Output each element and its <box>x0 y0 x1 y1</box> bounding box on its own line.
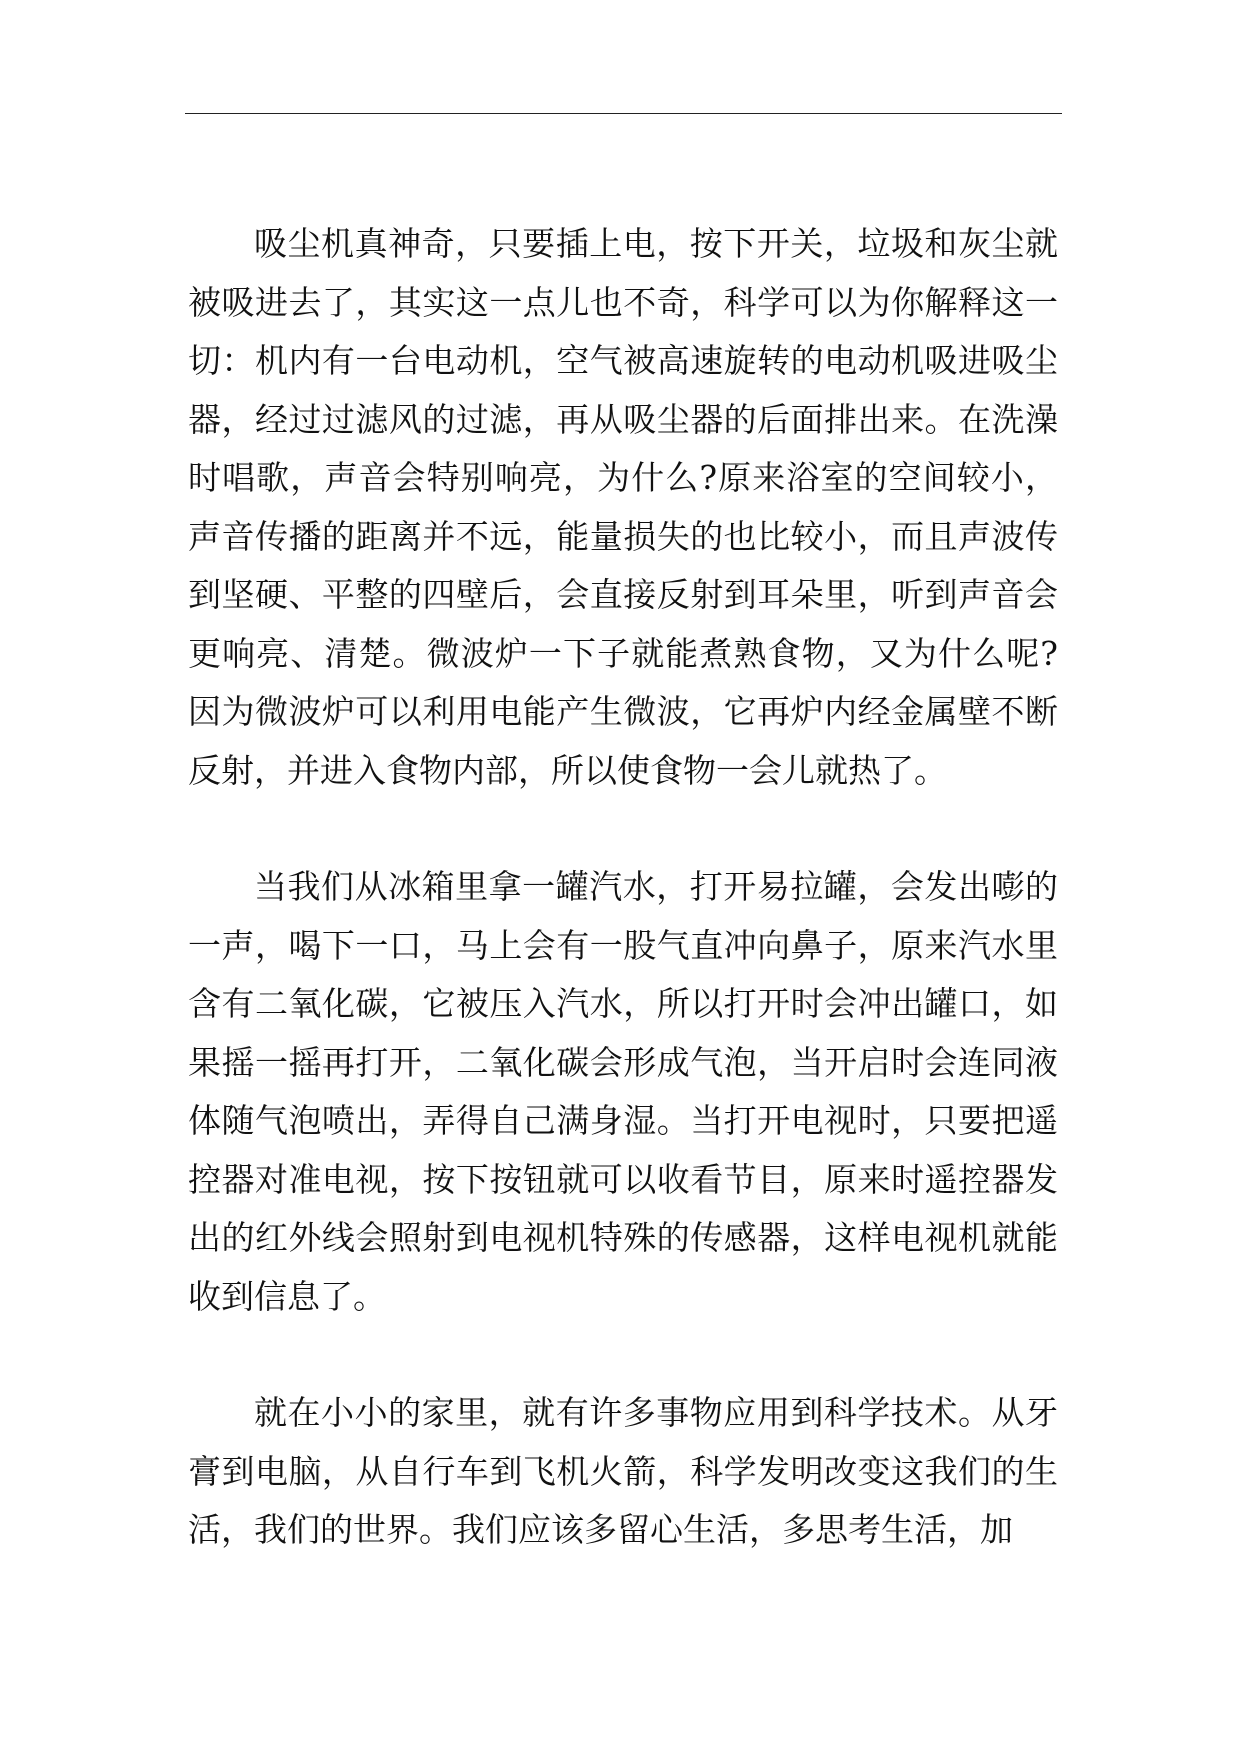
paragraph-science-at-home: 就在小小的家里，就有许多事物应用到科学技术。从牙膏到电脑，从自行车到飞机火箭，科学发明改变这我们的生活，我们的世界。我们应该多留心生活，多思考生活，加 <box>188 1393 1058 1549</box>
document-body <box>188 215 1058 1560</box>
header-divider <box>185 113 1062 114</box>
paragraph-vacuum-bath-microwave: 吸尘机真神奇，只要插上电，按下开关，垃圾和灰尘就被吸进去了，其实这一点儿也不奇，科学可以为你解释这一切：机内有一台电动机，空气被高速旋转的电动机吸进吸尘器，经过过滤风的过滤，再从吸尘器的后面排出来。在洗澡时唱歌，声音会特别响亮，为什么?原来浴室的空间较小，声音传播的距离并不远，能量损失的也比较小，而且声波传到坚硬、平整的四壁后，会直接反射到耳朵里，听到声音会更响亮、清楚。微波炉一下子就能煮熟食物，又为什么呢?因为微波炉可以利用电能产生微波，它再炉内经金属壁不断反射，并进入食物内部，所以使食物一会儿就热了。 <box>188 224 1058 790</box>
paragraph-soda-remote: 当我们从冰箱里拿一罐汽水，打开易拉罐，会发出嘭的一声，喝下一口，马上会有一股气直冲向鼻子，原来汽水里含有二氧化碳，它被压入汽水，所以打开时会冲出罐口，如果摇一摇再打开，二氧化碳会形成气泡，当开启时会连同液体随气泡喷出，弄得自己满身湿。当打开电视时，只要把遥控器对准电视，按下按钮就可以收看节目，原来时遥控器发出的红外线会照射到电视机特殊的传感器，这样电视机就能收到信息了。 <box>188 867 1058 1316</box>
